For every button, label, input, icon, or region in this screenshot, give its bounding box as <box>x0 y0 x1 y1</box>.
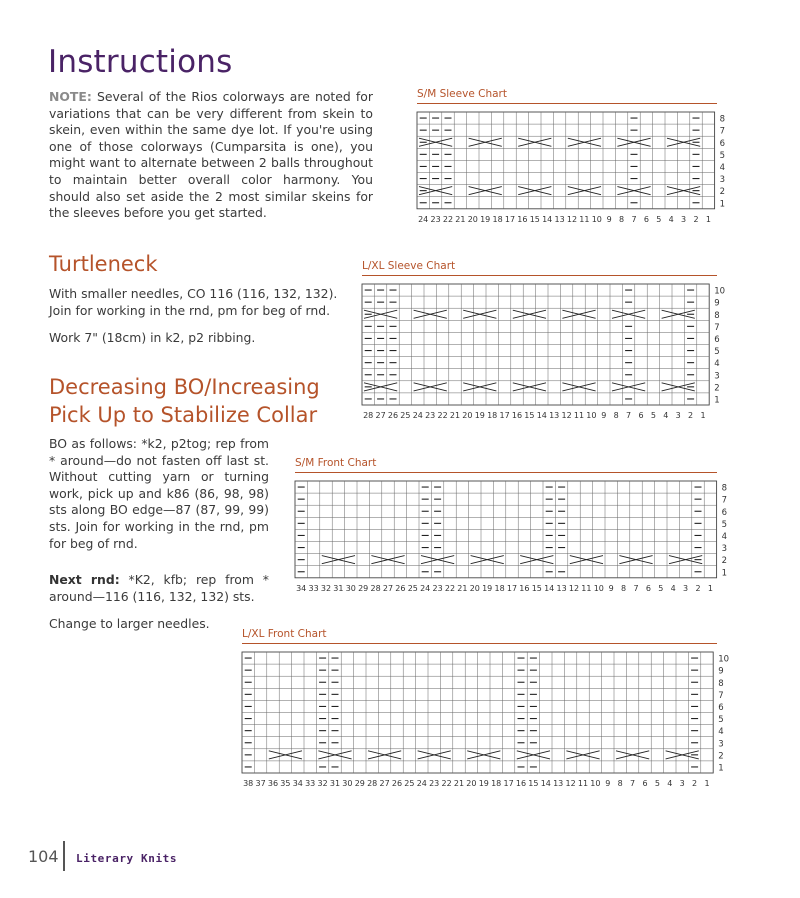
column-number: 12 <box>568 583 580 593</box>
column-number: 16 <box>515 779 527 788</box>
column-number: 30 <box>342 779 353 788</box>
column-number: 23 <box>432 583 443 593</box>
row-number: 4 <box>721 531 728 542</box>
collar-heading <box>49 373 320 429</box>
column-number: 9 <box>605 779 611 788</box>
column-number: 31 <box>329 779 341 788</box>
column-number: 33 <box>308 583 319 593</box>
row-number: 9 <box>714 298 720 309</box>
column-number: 15 <box>524 411 535 420</box>
column-number: 9 <box>601 411 607 420</box>
column-number: 25 <box>400 411 411 420</box>
column-number: 13 <box>556 583 567 593</box>
column-number: 1 <box>705 214 711 224</box>
next-round-label: Next rnd: <box>49 572 120 587</box>
column-number: 24 <box>418 214 429 224</box>
column-number: 11 <box>581 583 592 593</box>
column-number: 20 <box>467 214 478 224</box>
row-number: 9 <box>718 666 724 677</box>
row-number: 7 <box>721 495 728 506</box>
column-number: 20 <box>469 583 480 593</box>
column-number: 27 <box>375 411 386 420</box>
column-number: 9 <box>608 583 614 593</box>
column-number: 23 <box>425 411 436 420</box>
column-number: 6 <box>645 583 651 593</box>
column-number: 19 <box>480 214 491 224</box>
column-number: 14 <box>536 411 547 420</box>
row-number: 1 <box>718 763 724 774</box>
column-number: 3 <box>675 411 681 420</box>
column-number: 3 <box>679 779 685 788</box>
column-number: 23 <box>429 779 440 788</box>
column-number: 5 <box>658 583 664 593</box>
column-number: 15 <box>528 779 539 788</box>
column-number: 16 <box>511 411 523 420</box>
column-number: 13 <box>554 214 565 224</box>
column-number: 22 <box>444 583 456 593</box>
column-number: 38 <box>243 779 254 788</box>
row-number: 4 <box>714 359 720 370</box>
row-number: 10 <box>718 654 730 665</box>
column-number: 11 <box>577 779 589 788</box>
collar-paragraph-1: BO as follows: *k2, p2tog; rep from * around—do not fasten off last st. Without cutting yarn or turning work, pick up and k86 (86, 98, 98) sts along BO edge—87 (87, 99, 99) sts. Join for working in the rnd, pm for beg of rnd. <box>49 436 269 551</box>
next-round-text: *K2, kfb; rep from * around—116 (116, 132, 132) sts. <box>49 572 269 604</box>
row-number: 6 <box>719 138 726 149</box>
row-number: 3 <box>714 371 720 382</box>
chart-title-lxl-sleeve: L/XL Sleeve Chart <box>362 260 456 272</box>
row-number: 1 <box>714 395 720 406</box>
column-number: 28 <box>370 583 381 593</box>
column-number: 36 <box>267 779 279 788</box>
column-number: 25 <box>404 779 415 788</box>
row-number: 1 <box>719 199 726 210</box>
column-number: 8 <box>621 583 627 593</box>
collar-paragraph-3: Change to larger needles. <box>49 616 210 631</box>
column-number: 5 <box>650 411 656 420</box>
column-number: 19 <box>482 583 493 593</box>
column-number: 25 <box>407 583 418 593</box>
column-number: 16 <box>517 214 528 224</box>
row-number: 10 <box>714 286 726 297</box>
row-number: 5 <box>721 519 728 530</box>
row-number: 5 <box>718 715 724 726</box>
row-number: 2 <box>718 751 724 762</box>
row-number: 8 <box>721 483 728 494</box>
chart-sm-sleeve <box>410 108 740 233</box>
collar-paragraph-2 <box>49 572 269 605</box>
chart-lxl-front <box>235 648 740 798</box>
row-number: 4 <box>718 727 724 738</box>
book-title: Literary Knits <box>76 852 178 865</box>
chart-rule-sm-front <box>295 472 717 473</box>
column-number: 20 <box>462 411 473 420</box>
column-number: 21 <box>449 411 461 420</box>
column-number: 16 <box>519 583 530 593</box>
column-number: 4 <box>668 214 674 224</box>
column-number: 4 <box>663 411 669 420</box>
column-number: 1 <box>700 411 706 420</box>
column-number: 20 <box>466 779 477 788</box>
column-number: 22 <box>437 411 448 420</box>
column-number: 33 <box>305 779 316 788</box>
column-number: 10 <box>590 779 601 788</box>
row-number: 3 <box>721 544 728 555</box>
column-number: 5 <box>656 214 662 224</box>
column-number: 34 <box>292 779 303 788</box>
page-title: Instructions <box>48 44 233 80</box>
column-number: 21 <box>457 583 468 593</box>
footer-divider <box>63 841 65 871</box>
column-number: 3 <box>681 214 687 224</box>
column-number: 14 <box>544 583 555 593</box>
column-number: 22 <box>442 214 454 224</box>
column-number: 15 <box>529 214 540 224</box>
column-number: 18 <box>492 214 503 224</box>
chart-title-sm-sleeve: S/M Sleeve Chart <box>417 88 507 100</box>
column-number: 10 <box>586 411 597 420</box>
column-number: 17 <box>506 583 518 593</box>
column-number: 31 <box>333 583 344 593</box>
column-number: 18 <box>487 411 498 420</box>
column-number: 18 <box>491 779 502 788</box>
column-number: 19 <box>474 411 485 420</box>
column-number: 2 <box>692 779 698 788</box>
row-number: 7 <box>718 690 724 701</box>
column-number: 15 <box>531 583 542 593</box>
column-number: 8 <box>617 779 623 788</box>
column-number: 14 <box>540 779 551 788</box>
row-number: 6 <box>721 507 728 518</box>
row-number: 2 <box>714 383 720 394</box>
chart-title-sm-front: S/M Front Chart <box>295 457 377 469</box>
column-number: 35 <box>280 779 291 788</box>
column-number: 24 <box>412 411 423 420</box>
column-number: 2 <box>688 411 694 420</box>
column-number: 27 <box>379 779 390 788</box>
column-number: 28 <box>367 779 378 788</box>
column-number: 7 <box>626 411 632 420</box>
row-number: 3 <box>718 739 724 750</box>
column-number: 21 <box>453 779 465 788</box>
column-number: 26 <box>391 779 403 788</box>
column-number: 1 <box>707 583 713 593</box>
row-number: 4 <box>719 162 726 173</box>
column-number: 6 <box>643 214 649 224</box>
column-number: 34 <box>296 583 307 593</box>
column-number: 18 <box>494 583 505 593</box>
row-number: 5 <box>714 347 720 358</box>
row-number: 2 <box>721 556 728 567</box>
column-number: 4 <box>670 583 676 593</box>
column-number: 29 <box>354 779 365 788</box>
column-number: 7 <box>630 779 636 788</box>
column-number: 10 <box>591 214 602 224</box>
chart-rule-sm-sleeve <box>417 103 717 104</box>
row-number: 6 <box>718 702 724 713</box>
row-number: 3 <box>719 175 726 186</box>
column-number: 8 <box>613 411 619 420</box>
chart-rule-lxl-front <box>242 643 717 644</box>
column-number: 7 <box>631 214 637 224</box>
column-number: 17 <box>499 411 510 420</box>
chart-rule-lxl-sleeve <box>362 275 717 276</box>
row-number: 1 <box>721 568 728 579</box>
column-number: 19 <box>478 779 489 788</box>
column-number: 28 <box>363 411 374 420</box>
column-number: 12 <box>561 411 572 420</box>
column-number: 37 <box>255 779 266 788</box>
column-number: 13 <box>553 779 564 788</box>
column-number: 2 <box>693 214 699 224</box>
row-number: 8 <box>719 114 726 125</box>
column-number: 2 <box>695 583 701 593</box>
column-number: 17 <box>504 214 516 224</box>
row-number: 7 <box>714 322 720 333</box>
row-number: 8 <box>718 678 724 689</box>
row-number: 5 <box>719 150 726 161</box>
turtleneck-paragraph-1: With smaller needles, CO 116 (116, 132, 132). Join for working in the rnd, pm for beg of rnd. <box>49 286 338 318</box>
note-label: NOTE: <box>49 89 92 104</box>
column-number: 9 <box>606 214 612 224</box>
column-number: 5 <box>654 779 660 788</box>
column-number: 32 <box>320 583 332 593</box>
collar-heading-line-1: Decreasing BO/Increasing <box>49 375 320 399</box>
column-number: 30 <box>345 583 356 593</box>
column-number: 26 <box>395 583 406 593</box>
turtleneck-paragraph-2: Work 7" (18cm) in k2, p2 ribbing. <box>49 330 256 345</box>
column-number: 27 <box>382 583 394 593</box>
column-number: 24 <box>420 583 431 593</box>
column-number: 12 <box>566 214 578 224</box>
column-number: 7 <box>633 583 639 593</box>
row-number: 7 <box>719 126 726 137</box>
column-number: 10 <box>593 583 604 593</box>
column-number: 1 <box>704 779 710 788</box>
turtleneck-heading: Turtleneck <box>49 252 158 276</box>
column-number: 3 <box>683 583 689 593</box>
page-number: 104 <box>28 847 59 866</box>
column-number: 17 <box>503 779 514 788</box>
chart-sm-front <box>288 477 740 602</box>
column-number: 12 <box>565 779 576 788</box>
column-number: 21 <box>455 214 466 224</box>
column-number: 32 <box>317 779 328 788</box>
note-paragraph <box>49 89 373 222</box>
row-number: 8 <box>714 310 720 321</box>
row-number: 6 <box>714 334 720 345</box>
column-number: 13 <box>549 411 560 420</box>
column-number: 11 <box>579 214 590 224</box>
column-number: 11 <box>573 411 585 420</box>
column-number: 4 <box>667 779 673 788</box>
column-number: 24 <box>416 779 427 788</box>
collar-heading-line-2: Pick Up to Stabilize Collar <box>49 403 318 427</box>
row-number: 2 <box>719 187 726 198</box>
column-number: 8 <box>619 214 625 224</box>
column-number: 29 <box>358 583 369 593</box>
chart-title-lxl-front: L/XL Front Chart <box>242 628 327 640</box>
note-text: Several of the Rios colorways are noted for variations that can be very different from skein to skein, even within the same dye lot. If you're using one of those colorways (Cumparsita is one), you might want to alternate between 2 balls throughout to maintain better overall color harmony. You should also set aside the 2 most similar skeins for the sleeves before you get started. <box>49 89 373 221</box>
column-number: 26 <box>387 411 399 420</box>
chart-lxl-sleeve <box>355 280 740 430</box>
column-number: 23 <box>430 214 441 224</box>
column-number: 6 <box>638 411 644 420</box>
column-number: 14 <box>542 214 553 224</box>
column-number: 22 <box>441 779 452 788</box>
column-number: 6 <box>642 779 648 788</box>
